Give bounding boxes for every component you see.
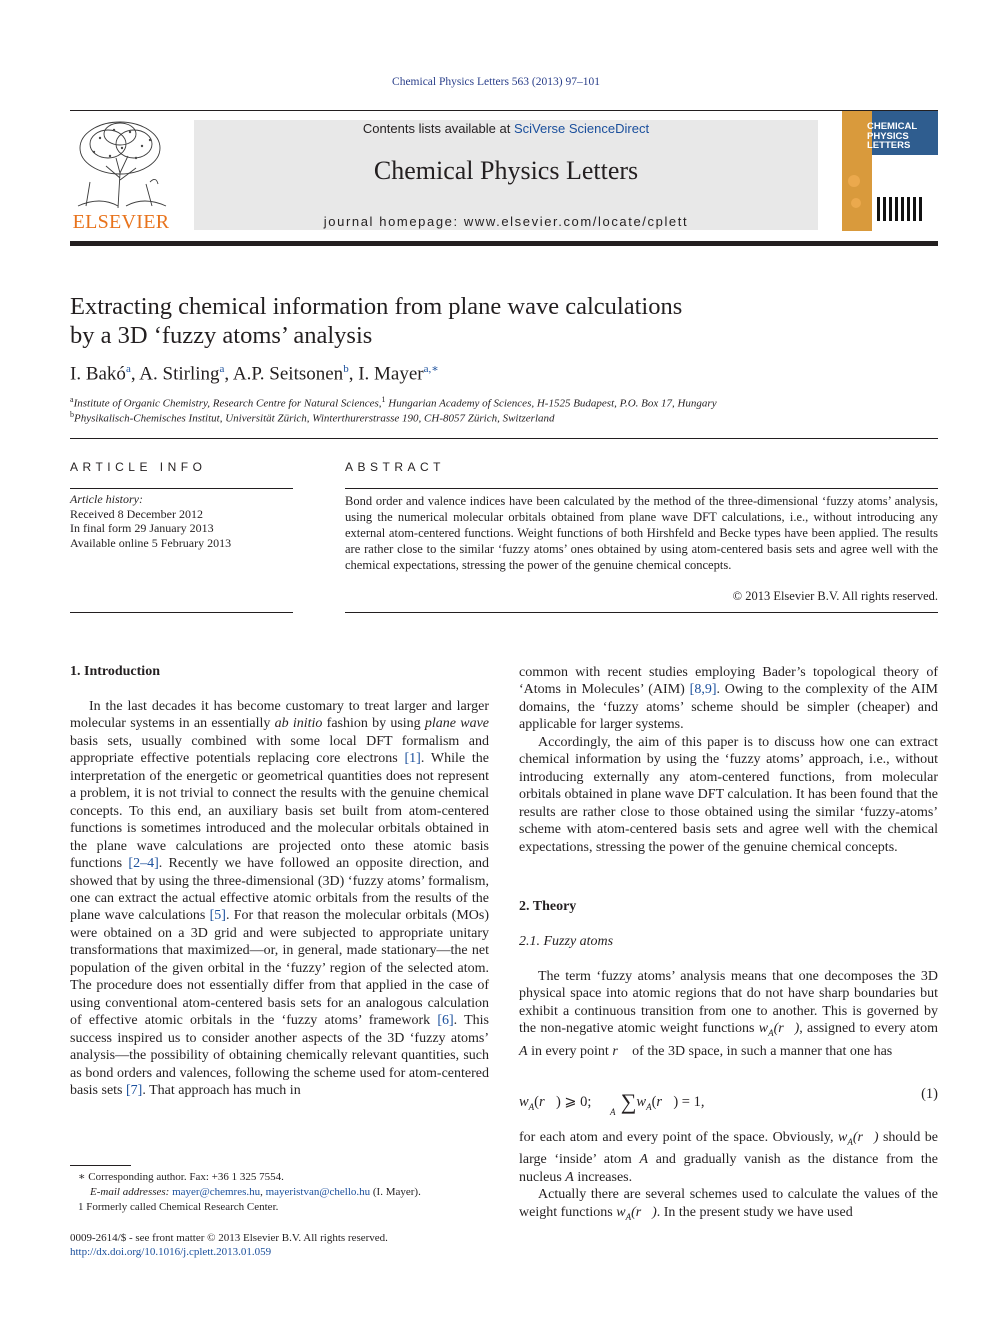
abstract-heading: ABSTRACT: [345, 460, 446, 474]
abstract-text: Bond order and valence indices have been calculated by the method of the three-dimensional ‘fuzzy atoms’ analysis, using the numerical molecular orbitals obtained from plane wave DFT calculations, i.e., without introducing any external atom-centered functions. Weight functions of both Hirshfeld and Becke types have been applied. The results are rather close to the similar ‘fuzzy atoms’ ones obtained by using atom-centered basis sets and agree well with the chemical expectations, stressing the power of the genuine chemical concepts.: [345, 494, 938, 572]
right-column-text: [519, 664, 938, 856]
theory-text-continued: [519, 1129, 938, 1226]
author-name[interactable]: A. Stirling: [139, 363, 220, 385]
math-subscript: A: [528, 1101, 535, 1112]
math-symbol: r⃗: [656, 1094, 674, 1110]
journal-citation[interactable]: Chemical Physics Letters 563 (2013) 97–101: [392, 76, 600, 88]
author-affil-mark[interactable]: a,∗: [423, 363, 439, 375]
section-heading-introduction: 1. Introduction: [70, 664, 160, 679]
math-symbol: A: [639, 1152, 649, 1168]
math-symbol: A: [565, 1169, 574, 1185]
author-list: I. Bakó$^a$, A. Stirling$^a$, A.P. Seitsonen$^b$, I. Mayer$^{a,∗}$: [70, 363, 439, 385]
author-affil-mark[interactable]: a: [219, 363, 225, 375]
author-affil-mark[interactable]: a: [125, 363, 131, 375]
paragraph: Accordingly, the aim of this paper is to discuss how one can extract chemical information by using the ‘fuzzy atoms’ approach, i.e., without introducing externally any atom-centered functions, from molecular orbitals obtained in plane wave DFT calculation. It has been found that the results are rather close to those obtained using the similar ‘fuzzy-atoms’ scheme with atom-centered basis sets and agree well with the chemical expectations, stressing the power of the genuine chemical concepts.: [519, 734, 938, 855]
divider: [70, 488, 293, 489]
history-label: Article history:: [70, 492, 143, 506]
reference-link[interactable]: [2–4]: [128, 856, 159, 872]
math-symbol: r⃗: [539, 1094, 556, 1110]
masthead-rule: [70, 241, 938, 246]
cover-title-line: PHYSICS: [867, 130, 909, 142]
math-group: ) = 1,: [673, 1094, 705, 1110]
cover-title-line: CHEMICAL: [867, 121, 918, 132]
affil-text: Physikalisch-Chemisches Institut, Universität Zürich, Winterthurerstrasse 190, CH-8057 Zürich, Switzerland: [74, 412, 555, 425]
received-date: Received 8 December 2012: [70, 506, 203, 521]
paragraph: In the last decades it has become customary to treat larger and larger molecular systems in an essentially ab initio fashion by using plane wave basis sets, usually combined with some local DFT formalism and appropriate effective potentials replacing core electrons [1]. While the interpretation of the energetic or geometrical quantities does not represent a problem, it is not trivial to connect the results with the genuine chemical concepts. To this end, an auxiliary basis set built from atom-centered functions is sometimes introduced and the molecular orbitals obtained in the plane wave calculations are projected onto these atomic basis functions [2–4]. Recently we have followed an opposite direction, and showed that by using the three-dimensional (3D) ‘fuzzy atoms’ formalism, one can extract the actual effective atomic orbitals from the results of the plane wave calculations [5]. For that reason the molecular orbitals (MOs) were obtained on a 3D grid and were subjected to appropriate unitary transformations that maximized—or, in general, made stationary—the net population of the given orbital in the ‘fuzzy’ region of the selected atom. The procedure does not essentially differ from that applied in the case of using conventional atom-centered basis sets for an analogous calculation of effective atomic orbitals in the ‘fuzzy atoms’ framework [6]. This success inspired us to consider another aspects of the 3D ‘fuzzy atoms’ analysis—the possibility of obtaining chemically relevant quantities, such as bond orders and valences, following the scheme used for atom-centered basis sets [7]. That approach has much in: [70, 699, 490, 1098]
journal-homepage[interactable]: journal homepage: www.elsevier.com/locate/cplett: [323, 214, 689, 229]
affil-footnote-mark[interactable]: 1: [381, 395, 386, 404]
divider: [345, 612, 938, 613]
reference-link[interactable]: [5]: [209, 908, 226, 924]
article-title: [70, 292, 830, 350]
cover-title-line: LETTERS: [867, 140, 911, 151]
reference-link[interactable]: [7]: [126, 1082, 143, 1098]
sciencedirect-link[interactable]: SciVerse ScienceDirect: [513, 121, 650, 136]
reference-link[interactable]: [8,9]: [689, 682, 717, 698]
equation-number: (1): [921, 1086, 938, 1102]
paragraph: The term ‘fuzzy atoms’ analysis means that one decomposes the 3D physical space into atomic regions that do not have sharp boundaries but exhibit a continuous transition from one to another. This is governed by the non-negative atomic weight functions $w_A(r⃗)$, assigned to every atom A in every point r⃗ of the 3D space, in such a manner that one has: [519, 969, 938, 1059]
affil-mark: b: [70, 410, 74, 419]
online-date: Available online 5 February 2013: [70, 535, 232, 550]
reference-link[interactable]: [1]: [404, 751, 421, 767]
math-symbol: A: [519, 1043, 528, 1059]
front-matter-meta: [70, 1231, 388, 1259]
article-history: [70, 492, 231, 550]
affiliation-a: [70, 395, 717, 410]
email-link[interactable]: mayeristvan@chello.hu: [265, 1186, 371, 1198]
affil-text: Hungarian Academy of Sciences, H-1525 Budapest, P.O. Box 17, Hungary: [385, 397, 717, 410]
math-symbol: w: [636, 1094, 647, 1110]
divider: [70, 612, 293, 613]
footnote-rule: [70, 1165, 131, 1166]
paragraph: common with recent studies employing Bader’s topological theory of ‘Atoms in Molecules’ (AIM) [8,9]. Owing to the complexity of the AIM domains, the ‘fuzzy atoms’ scheme should be simpler (cheaper) and applicable for larger systems.: [519, 665, 939, 733]
summation-icon: ∑: [620, 1089, 637, 1114]
elsevier-wordmark: ELSEVIER: [72, 211, 170, 233]
journal-name: Chemical Physics Letters: [373, 156, 639, 185]
footnote-1: 1 Formerly called Chemical Research Center.: [78, 1201, 279, 1213]
summation-index: A: [610, 1107, 616, 1117]
paragraph: for each atom and every point of the space. Obviously, $w_A(r⃗)$ should be large ‘inside’ atom A and gradually vanish as the distance from the nucleus A increases.: [519, 1130, 938, 1185]
subsection-heading-fuzzy-atoms: 2.1. Fuzzy atoms: [519, 934, 614, 949]
introduction-text: [70, 698, 489, 1099]
section-heading-theory: 2. Theory: [519, 899, 577, 914]
theory-text: [519, 968, 938, 1060]
math-weight-function: $w_A(r⃗)$: [837, 1130, 879, 1147]
footnotes: [70, 1170, 490, 1215]
contents-availability: [194, 121, 818, 136]
cover-title: [867, 122, 917, 151]
contents-prefix: Contents lists available at: [362, 121, 514, 136]
math-weight-function: $w_A(r⃗)$: [758, 1021, 800, 1039]
final-form-date: In final form 29 January 2013: [70, 521, 214, 535]
author-name[interactable]: A.P. Seitsonen: [232, 363, 344, 385]
math-group: (: [651, 1094, 657, 1110]
journal-cover-thumbnail[interactable]: [842, 111, 938, 231]
footnote-corresponding: ∗ Corresponding author. Fax: +36 1 325 7554.: [78, 1171, 284, 1183]
reference-link[interactable]: [6]: [437, 1013, 454, 1029]
divider: [70, 438, 938, 439]
author-affil-mark[interactable]: b: [343, 363, 349, 375]
article-info-heading: ARTICLE INFO: [70, 460, 207, 474]
abstract-copyright: © 2013 Elsevier B.V. All rights reserved.: [732, 589, 938, 603]
title-line-2: by a 3D ‘fuzzy atoms’ analysis: [70, 322, 373, 349]
affiliation-b: [70, 410, 555, 425]
math-group: ) ⩾ 0;: [555, 1094, 592, 1110]
doi-link[interactable]: http://dx.doi.org/10.1016/j.cplett.2013.01.059: [70, 1246, 272, 1258]
elsevier-tree-icon: [70, 118, 172, 210]
author-name[interactable]: I. Bakó: [70, 363, 126, 385]
equation-1: [519, 1080, 938, 1120]
divider: [345, 488, 938, 489]
author-name[interactable]: I. Mayer: [358, 363, 424, 385]
issn-line: 0009-2614/$ - see front matter © 2013 Elsevier B.V. All rights reserved.: [70, 1232, 388, 1244]
footnote-emails: E-mail addresses: mayer@chemres.hu, mayeristvan@chello.hu (I. Mayer).: [90, 1186, 421, 1198]
math-symbol: w: [519, 1094, 529, 1110]
affil-text: Institute of Organic Chemistry, Research Centre for Natural Sciences,: [73, 397, 382, 410]
math-group: (: [534, 1094, 540, 1110]
affil-mark: a: [70, 395, 74, 404]
math-subscript: A: [646, 1101, 652, 1112]
paragraph: Actually there are several schemes used to calculate the values of the weight functions $w_A(r⃗)$. In the present study we have used: [519, 1187, 938, 1222]
header-rule: [70, 110, 938, 111]
math-weight-function: $w_A(r⃗)$: [616, 1204, 657, 1222]
math-symbol: r⃗: [612, 1043, 629, 1059]
title-line-1: Extracting chemical information from plane wave calculations: [70, 293, 683, 320]
email-link[interactable]: mayer@chemres.hu: [172, 1186, 261, 1198]
